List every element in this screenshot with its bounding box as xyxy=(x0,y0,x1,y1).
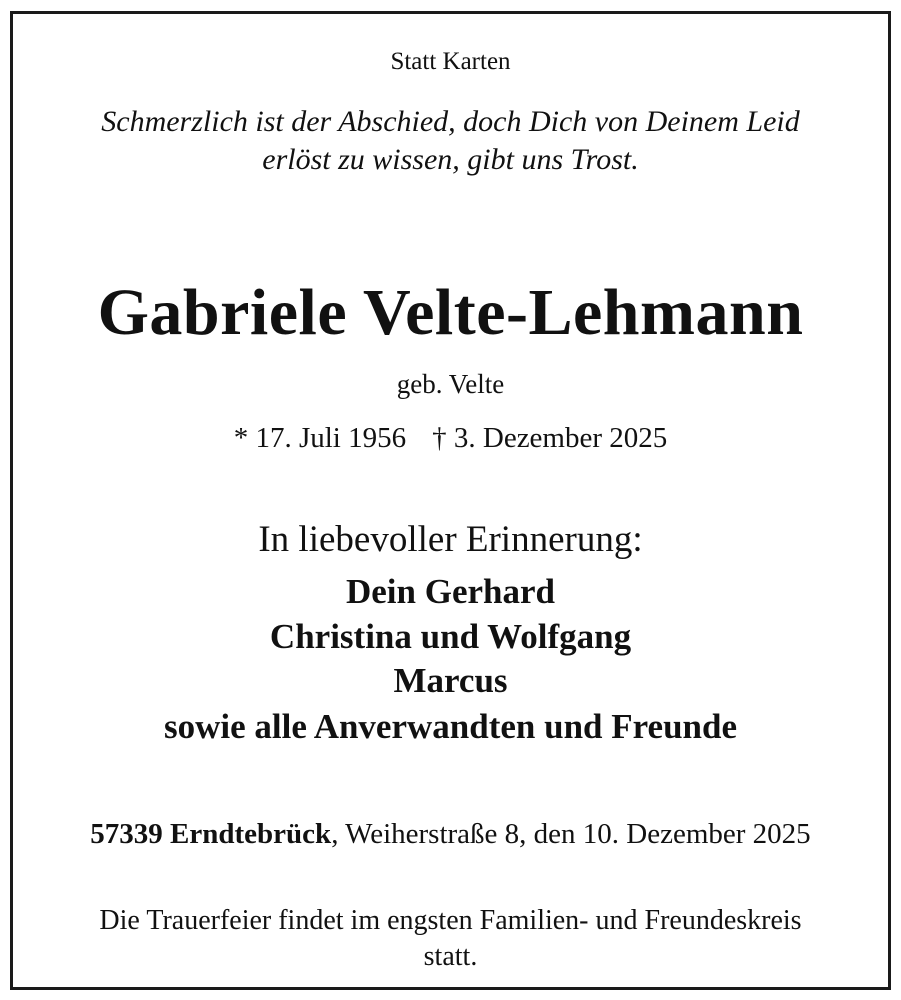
obituary-notice xyxy=(10,11,891,990)
mourner-line: Marcus xyxy=(393,661,508,700)
birth-date: * 17. Juli 1956 xyxy=(233,422,407,454)
mourner-line: Dein Gerhard xyxy=(345,572,555,611)
deceased-name: Gabriele Velte-Lehmann xyxy=(97,276,804,349)
remembrance-intro: In liebevoller Erinnerung: xyxy=(258,519,643,560)
motto-line-1: Schmerzlich ist der Abschied, doch Dich von Deinem Leid xyxy=(101,105,800,138)
maiden-name: geb. Velte xyxy=(396,369,505,399)
place-and-date xyxy=(13,820,888,849)
mourner-line: sowie alle Anverwandten und Freunde xyxy=(163,707,738,746)
ceremony-line-2: statt. xyxy=(423,941,478,972)
notice-header: Statt Karten xyxy=(390,48,511,75)
life-dates xyxy=(13,424,888,453)
death-date: † 3. Dezember 2025 xyxy=(432,422,668,454)
place-city: 57339 Erndtebrück xyxy=(90,818,332,850)
mourner-line: Christina und Wolfgang xyxy=(269,617,632,656)
ceremony-line-1: Die Trauerfeier findet im engsten Familien- und Freundeskreis xyxy=(99,905,802,936)
motto-line-2: erlöst zu wissen, gibt uns Trost. xyxy=(262,143,639,176)
place-address-date: , Weiherstraße 8, den 10. Dezember 2025 xyxy=(331,818,811,850)
